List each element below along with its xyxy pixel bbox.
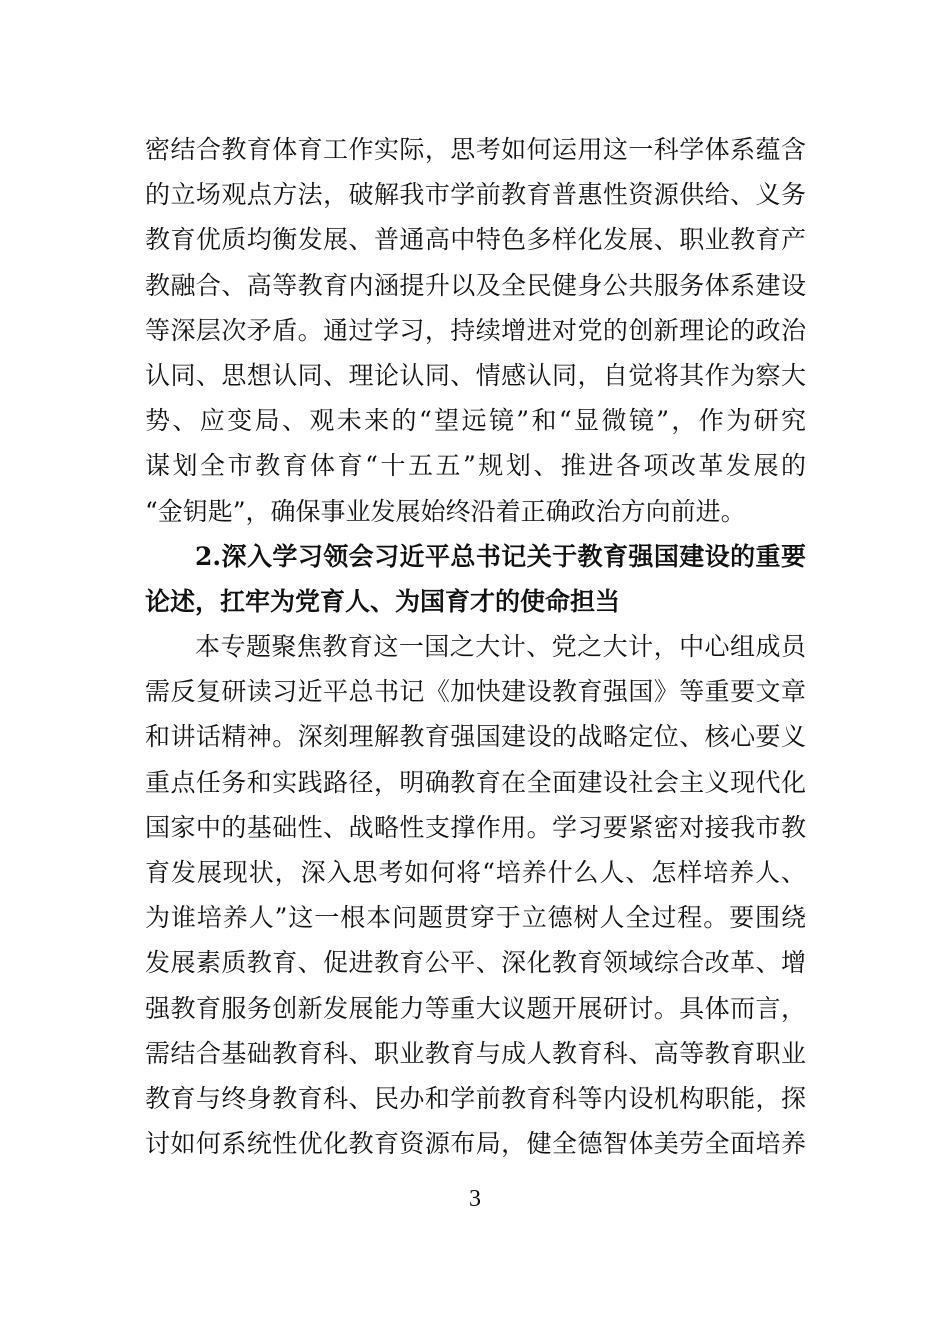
text-line: 国家中的基础性、战略性支撑作用。学习要紧密对接我市教: [145, 812, 806, 842]
text-line: 育发展现状，深入思考如何将“培养什么人、怎样培养人、: [145, 858, 806, 887]
text-line: 和讲话精神。深刻理解教育强国建设的战略定位、核心要义: [145, 722, 806, 752]
paragraph: [145, 624, 806, 1166]
text-line: 教育与终身教育科、民办和学前教育科等内设机构职能，探: [145, 1083, 806, 1113]
text-line: 需反复研读习近平总书记《加快建设教育强国》等重要文章: [145, 677, 806, 707]
text-line: 的立场观点方法，破解我市学前教育普惠性资源供给、义务: [145, 180, 806, 210]
text-line: 教融合、高等教育内涵提升以及全民健身公共服务体系建设: [145, 270, 806, 300]
paragraph-continuation: [145, 127, 806, 534]
text-line: 重点任务和实践路径，明确教育在全面建设社会主义现代化: [145, 767, 806, 797]
document-body: [145, 127, 806, 1166]
heading-line: 论述，扛牢为党育人、为国育才的使命担当: [145, 586, 621, 616]
text-line: 强教育服务创新发展能力等重大议题开展研讨。具体而言，: [145, 993, 806, 1023]
text-line: 需结合基础教育科、职业教育与成人教育科、高等教育职业: [145, 1038, 806, 1068]
text-line: 密结合教育体育工作实际，思考如何运用这一科学体系蕴含: [145, 135, 806, 164]
text-line: 发展素质教育、促进教育公平、深化教育领域综合改革、增: [145, 948, 806, 978]
text-line: 谋划全市教育体育“十五五”规划、推进各项改革发展的: [145, 451, 806, 481]
text-line: 等深层次矛盾。通过学习，持续增进对党的创新理论的政治: [145, 315, 806, 345]
heading-line: 2.深入学习领会习近平总书记关于教育强国建设的重要: [195, 541, 806, 571]
section-heading: [145, 534, 806, 624]
page-number: 3: [469, 1186, 481, 1212]
text-line: 教育优质均衡发展、普通高中特色多样化发展、职业教育产: [145, 225, 806, 255]
text-line: 认同、思想认同、理论认同、情感认同，自觉将其作为察大: [145, 360, 806, 390]
text-line: 讨如何系统性优化教育资源布局，健全德智体美劳全面培养: [145, 1129, 806, 1159]
text-line: 为谁培养人”这一根本问题贯穿于立德树人全过程。要围绕: [145, 903, 806, 933]
text-line: 本专题聚焦教育这一国之大计、党之大计，中心组成员: [195, 632, 806, 662]
text-line: “金钥匙”，确保事业发展始终沿着正确政治方向前进。: [145, 496, 746, 526]
text-line: 势、应变局、观未来的“望远镜”和“显微镜”，作为研究: [145, 406, 806, 436]
